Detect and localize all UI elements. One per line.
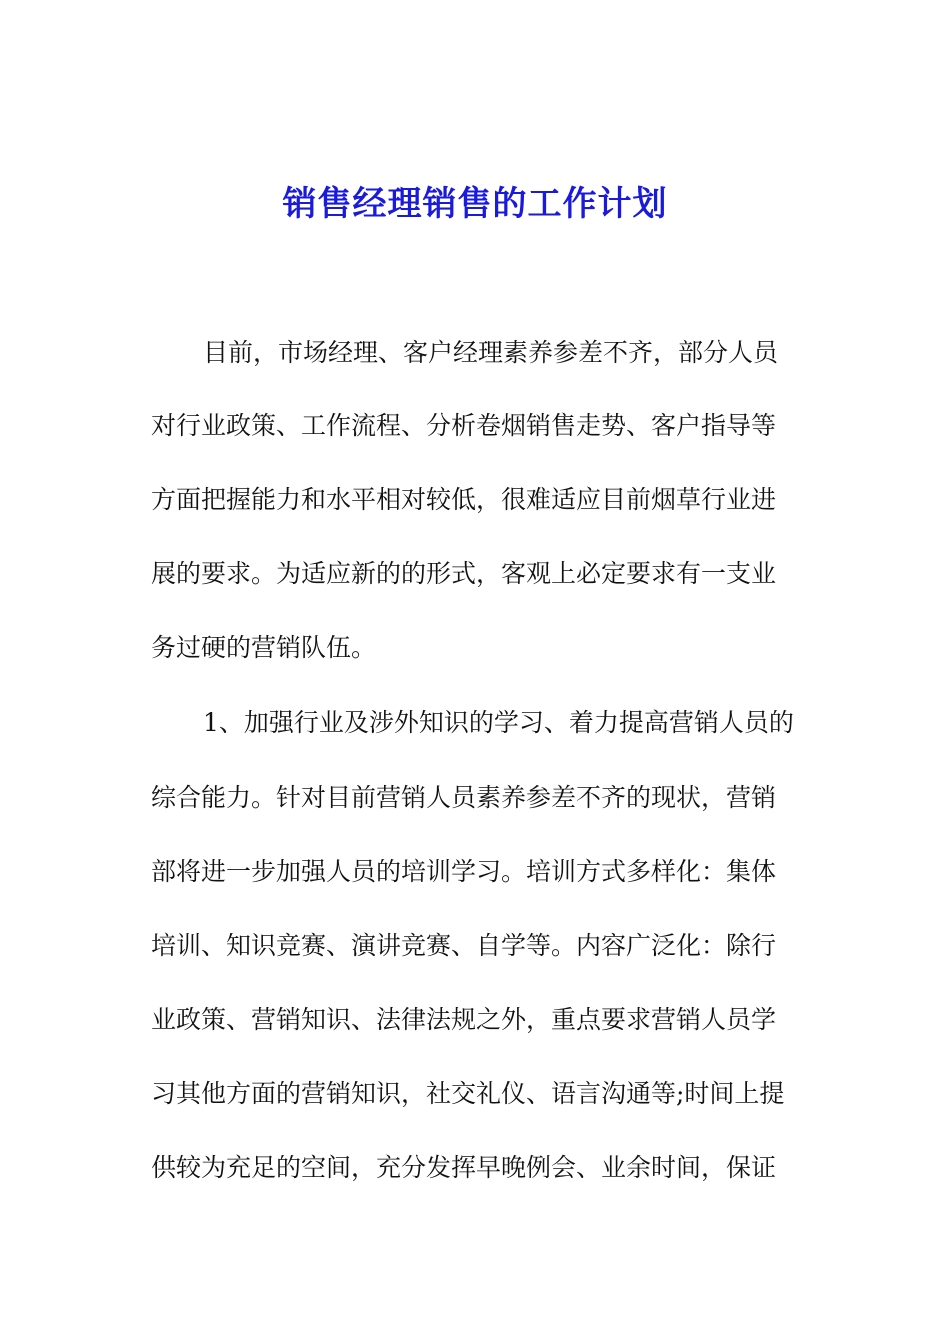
paragraph-line: 业政策、营销知识、法律法规之外，重点要求营销人员学 [151, 1005, 777, 1034]
document-title: 销售经理销售的工作计划 [282, 184, 668, 224]
paragraph-line: 习其他方面的营销知识，社交礼仪、语言沟通等;时间上提 [151, 1079, 785, 1108]
paragraph-line: 培训、知识竞赛、演讲竞赛、自学等。内容广泛化：除行 [151, 931, 777, 960]
paragraph-line: 目前，市场经理、客户经理素养参差不齐，部分人员 [203, 338, 779, 367]
paragraph-line: 部将进一步加强人员的培训学习。培训方式多样化：集体 [151, 857, 777, 886]
paragraph-line: 对行业政策、工作流程、分析卷烟销售走势、客户指导等 [151, 411, 777, 440]
paragraph-line: 方面把握能力和水平相对较低，很难适应目前烟草行业进 [151, 485, 777, 514]
paragraph-line: 1、加强行业及涉外知识的学习、着力提高营销人员的 [203, 708, 794, 737]
paragraph-line: 展的要求。为适应新的的形式，客观上必定要求有一支业 [151, 559, 777, 588]
paragraph-line: 综合能力。针对目前营销人员素养参差不齐的现状，营销 [151, 783, 777, 812]
paragraph-line: 务过硬的营销队伍。 [151, 633, 377, 662]
paragraph-line: 供较为充足的空间，充分发挥早晚例会、业余时间，保证 [151, 1153, 777, 1182]
